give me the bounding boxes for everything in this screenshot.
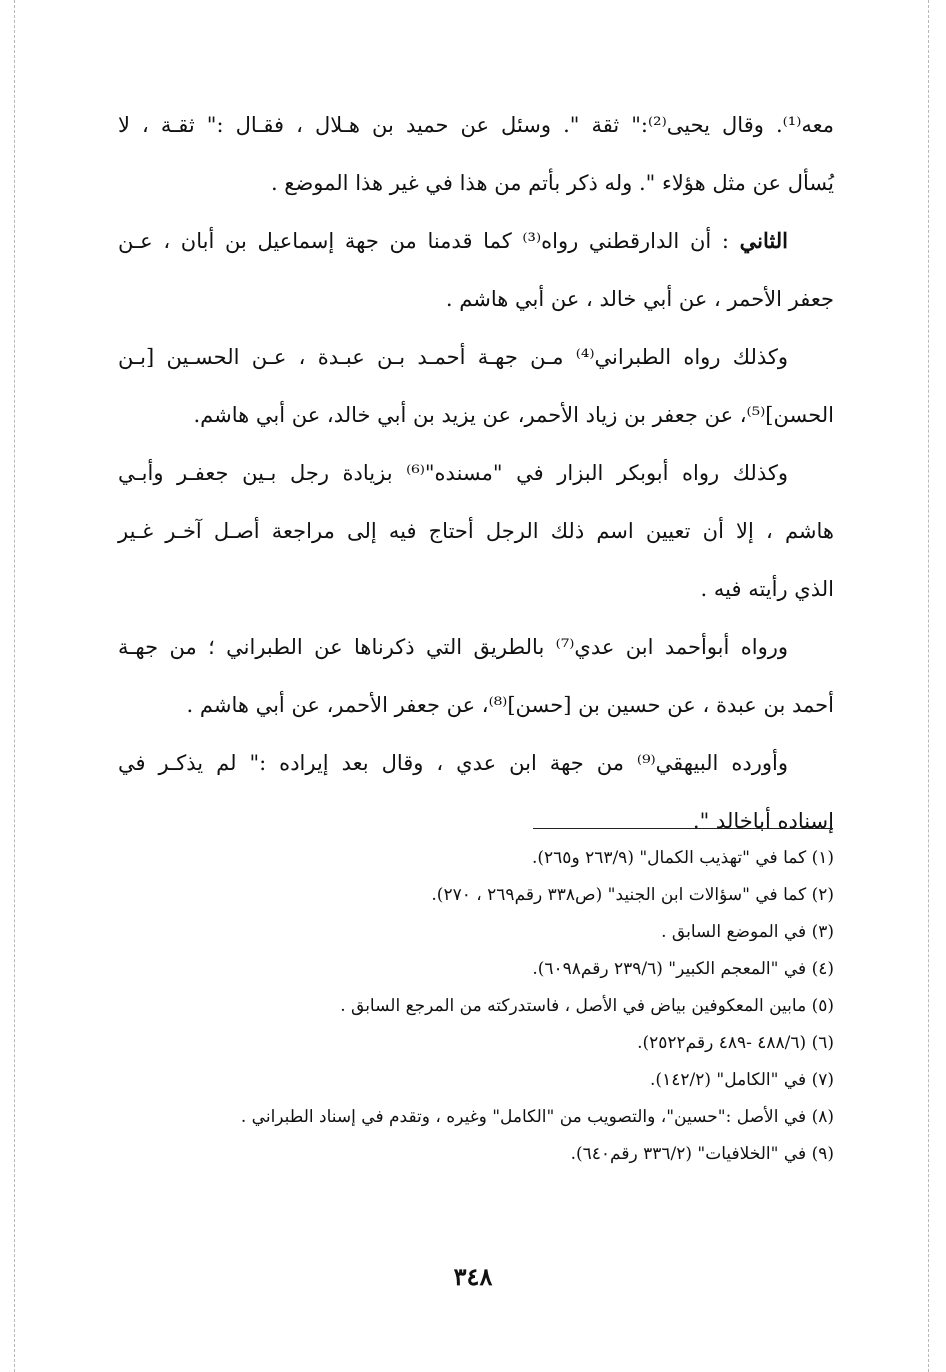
footnote-separator [533,828,833,829]
footnote-item: (١) كما في "تهذيب الكمال" (٢٦٣/٩ و٢٦٥). [531,848,834,868]
text-line: معه⁽¹⁾. وقال يحيى⁽²⁾:" ثقة ". وسئل عن حميد بن هـلال ، فقـال :" ثقـة ، لا [118,113,834,137]
page-number: ٣٤٨ [453,1262,493,1291]
footnote-item: (٦) (٤٨٨/٦ -٤٨٩ رقم٢٥٢٢). [637,1033,834,1053]
text-line: وكذلك رواه الطبراني⁽⁴⁾ مـن جهـة أحمـد بـن عبـدة ، عـن الحسـين [بـن [118,345,789,369]
footnote-item: (٥) مابين المعكوفين بياض في الأصل ، فاستدركته من المرجع السابق . [340,996,834,1016]
section-heading: الثاني [739,228,788,253]
text-line: وكذلك رواه أبوبكر البزار في "مسنده"⁽⁶⁾ بزيادة رجل بـين جعفـر وأبـي [118,461,788,485]
text-line [118,212,834,270]
text-line: إسناده أباخالد ". [692,809,834,833]
text-line: جعفر الأحمر ، عن أبي خالد ، عن أبي هاشم . [445,287,834,311]
text-line: أحمد بن عبدة ، عن حسين بن [حسن]⁽⁸⁾، عن جعفر الأحمر، عن أبي هاشم . [186,693,834,717]
text-line: يُسأل عن مثل هؤلاء ". وله ذكر بأتم من هذا في غير هذا الموضع . [270,171,834,195]
text-line: هاشم ، إلا أن تعيين اسم ذلك الرجل أحتاج فيه إلى مراجعة أصـل آخـر غـير [118,519,834,543]
paragraph-6 [118,734,834,850]
paragraph-4 [118,444,834,618]
left-margin-guide [14,0,15,1372]
right-margin-guide [928,0,929,1372]
paragraph-1 [118,96,834,212]
paragraph-3 [118,328,834,444]
paragraph-2 [118,212,834,328]
footnote-item: (٩) في "الخلافيات" (٣٣٦/٢ رقم٦٤٠). [570,1144,834,1164]
main-text [118,96,834,850]
footnote-item: (٣) في الموضع السابق . [661,922,834,942]
paragraph-5 [118,618,834,734]
text-line: الذي رأيته فيه . [700,577,834,601]
text-run: : أن الدارقطني رواه⁽³⁾ كما قدمنا من جهة إسماعيل بن أبان ، عـن [118,229,729,253]
footnotes [240,840,834,1173]
text-line: وأورده البيهقي⁽⁹⁾ من جهة ابن عدي ، وقال بعد إيراده :" لم يذكـر في [118,751,788,775]
footnote-item: (٢) كما في "سؤالات ابن الجنيد" (ص٣٣٨ رقم٢٦٩ ، ٢٧٠). [431,885,834,905]
footnote-item: (٧) في "الكامل" (١٤٢/٢). [650,1070,834,1090]
text-line: ورواه أبوأحمد ابن عدي⁽⁷⁾ بالطريق التي ذكرناها عن الطبراني ؛ من جهـة [118,635,788,659]
footnote-item: (٨) في الأصل :"حسين"، والتصويب من "الكامل" وغيره ، وتقدم في إسناد الطبراني . [240,1107,834,1127]
text-line: الحسن]⁽⁵⁾، عن جعفر بن زياد الأحمر، عن يزيد بن أبي خالد، عن أبي هاشم. [193,403,834,427]
footnote-item: (٤) في "المعجم الكبير" (٢٣٩/٦ رقم٦٠٩٨). [532,959,834,979]
